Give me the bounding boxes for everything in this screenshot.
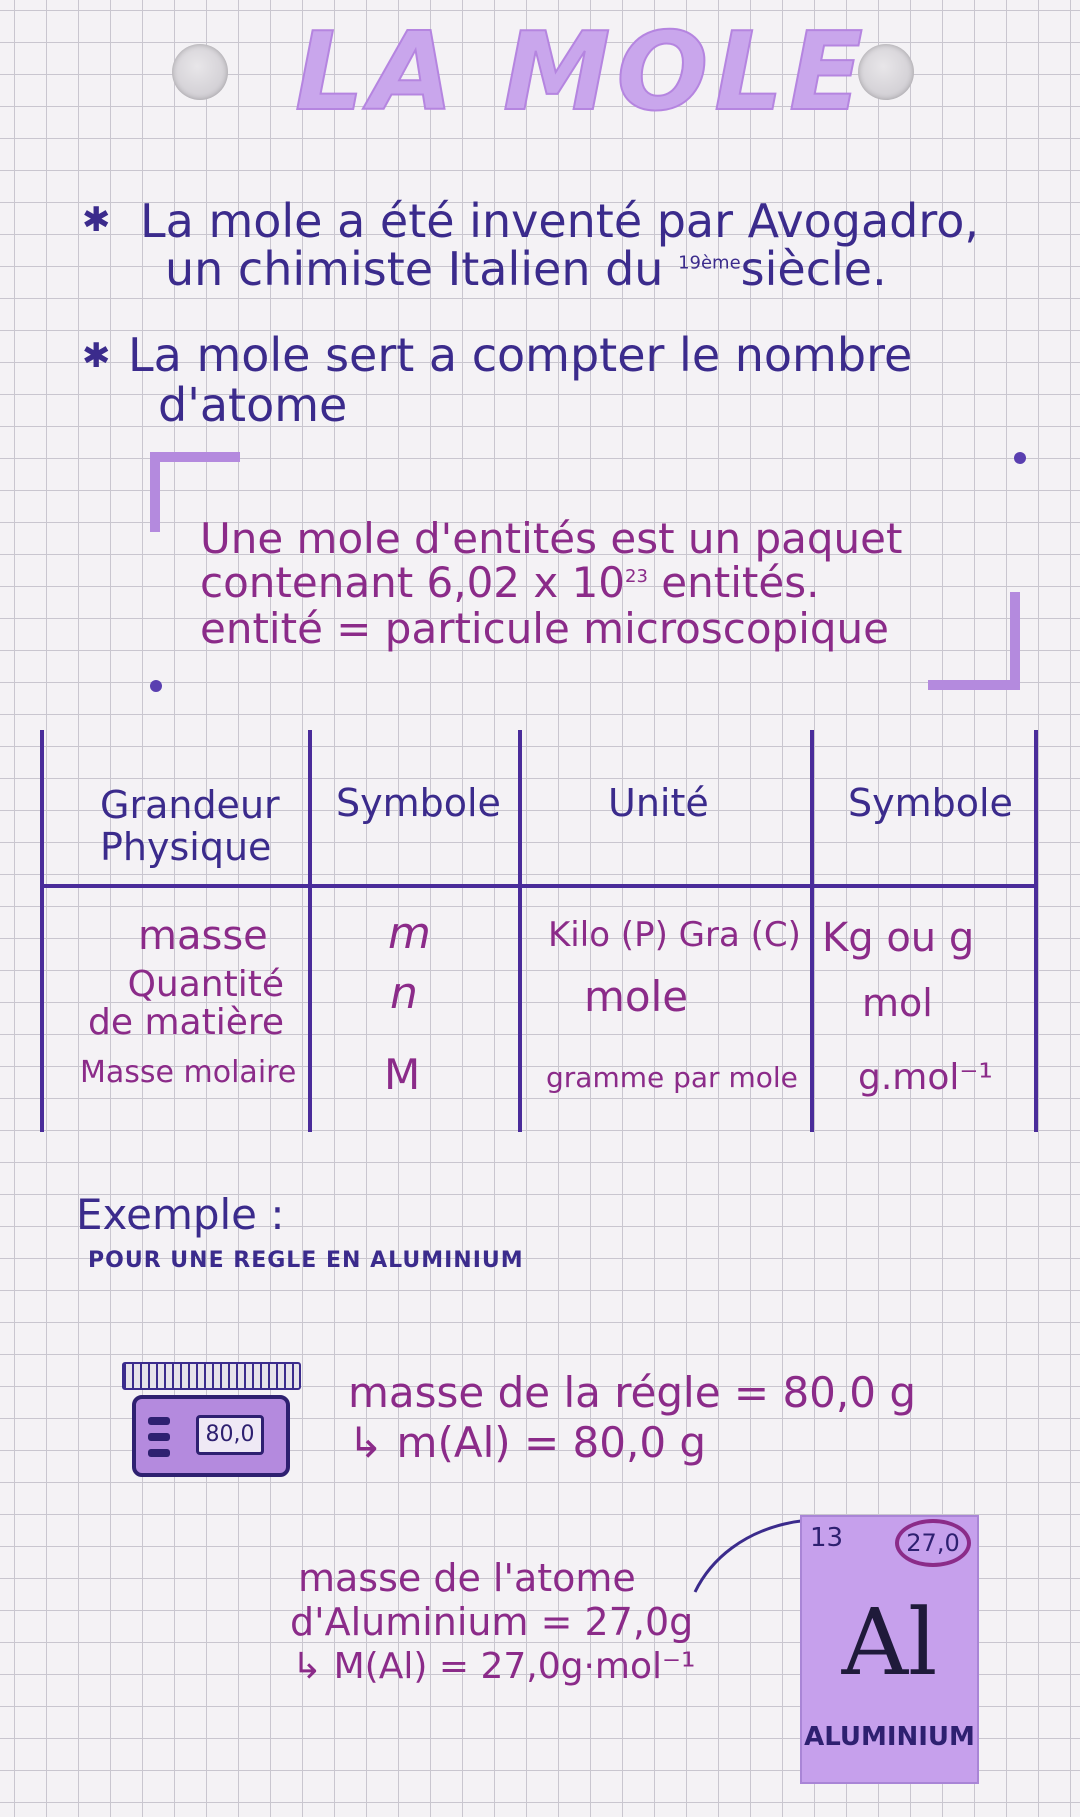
table-cell-symbol: n	[390, 968, 418, 1019]
scale-button	[148, 1433, 170, 1441]
box-dot	[1014, 452, 1026, 464]
box-dot	[150, 680, 162, 692]
atom-mass-line-1: masse de l'atome	[298, 1556, 636, 1600]
atom-mass-line-2: d'Aluminium = 27,0g	[290, 1600, 694, 1644]
table-cell-symbol: M	[384, 1050, 421, 1099]
bullet-2-line-2: d'atome	[158, 378, 348, 432]
box-corner-top-left	[150, 452, 240, 462]
bullet-1-line-1: La mole a été inventé par Avogadro,	[140, 194, 980, 248]
scale-button	[148, 1417, 170, 1425]
table-border	[40, 730, 44, 1132]
table-border	[308, 730, 312, 1132]
bullet-star-icon: ✱	[82, 336, 111, 376]
page-title: LA MOLE	[295, 10, 869, 135]
table-header-unit-symbol: Symbole	[848, 781, 1013, 825]
bullet-1-line-2: un chimiste Italien du $^{19ème}$siècle.	[165, 242, 887, 296]
binder-hole-left	[172, 44, 228, 100]
element-symbol: Al	[841, 1589, 938, 1696]
ruler-mass-formula: ↳ m(Al) = 80,0 g	[348, 1418, 707, 1467]
example-subtitle: POUR UNE REGLE EN ALUMINIUM	[88, 1248, 524, 1273]
table-cell-unit: mole	[584, 972, 689, 1021]
table-cell-unit: gramme par mole	[546, 1061, 798, 1094]
table-cell-unit-symbol: Kg ou g	[822, 915, 975, 961]
table-cell-unit-symbol: g.mol⁻¹	[858, 1057, 993, 1098]
bullet-2-line-1: La mole sert a compter le nombre	[128, 328, 913, 382]
scale-button	[148, 1449, 170, 1457]
table-cell-quantity: Masse molaire	[80, 1055, 297, 1090]
scale-body	[132, 1395, 290, 1477]
scale-display: 80,0	[196, 1415, 264, 1455]
table-cell-symbol: m	[388, 908, 431, 959]
table-cell-unit: Kilo (P) Gra (C)	[548, 915, 801, 955]
definition-line-1: Une mole d'entités est un paquet	[200, 514, 903, 563]
periodic-element-tile	[800, 1515, 979, 1784]
scale-plate	[122, 1362, 301, 1390]
atomic-mass: 27,0	[895, 1519, 971, 1567]
atom-mass-formula: ↳ M(Al) = 27,0g·mol⁻¹	[292, 1646, 696, 1687]
table-border	[810, 730, 814, 1132]
table-header-symbol: Symbole	[336, 781, 501, 825]
bullet-star-icon: ✱	[82, 200, 111, 240]
ruler-mass-line: masse de la régle = 80,0 g	[348, 1368, 916, 1417]
table-header-divider	[40, 884, 1038, 888]
element-name: ALUMINIUM	[804, 1722, 975, 1752]
table-header-quantity: Grandeur Physique	[100, 783, 280, 869]
table-border	[1034, 730, 1038, 1132]
table-border	[518, 730, 522, 1132]
definition-line-2: contenant 6,02 x $10^{23}$ entités.	[200, 558, 820, 607]
definition-line-3: entité = particule microscopique	[200, 604, 890, 653]
table-cell-unit-symbol: mol	[862, 981, 933, 1025]
table-cell-quantity: Quantité de matière	[88, 964, 284, 1043]
table-cell-quantity: masse	[138, 913, 268, 959]
atomic-number: 13	[810, 1523, 844, 1553]
box-corner-bottom-right	[928, 680, 1020, 690]
box-corner-top-left-vertical	[150, 452, 160, 532]
table-header-unit: Unité	[608, 781, 709, 825]
box-corner-bottom-right-vertical	[1010, 592, 1020, 690]
example-title: Exemple :	[76, 1190, 285, 1239]
